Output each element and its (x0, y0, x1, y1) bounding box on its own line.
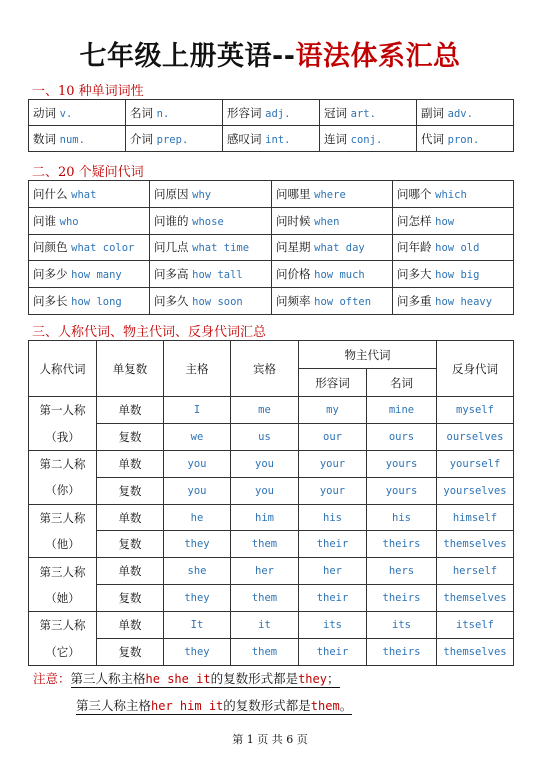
question-word-cell (150, 207, 272, 234)
question-word-cell (272, 261, 393, 288)
question-word-cell-en: what day (314, 242, 365, 255)
pronoun-adj: its (299, 612, 367, 639)
question-word-cell (393, 261, 514, 288)
pronoun-noun: yours (367, 477, 437, 504)
note-1-mid: 的复数形式都是 (210, 671, 299, 686)
header-object: 宾格 (231, 341, 299, 397)
question-word-cell-zh: 问多重 (397, 294, 432, 309)
question-word-cell (272, 181, 393, 208)
word-class-cell-zh: 感叹词 (227, 131, 262, 146)
pronoun-reflexive: myself (437, 397, 514, 424)
word-class-cell (223, 100, 320, 126)
question-word-cell-zh: 问多长 (33, 294, 68, 309)
question-word-cell-en: why (192, 188, 212, 201)
word-class-cell-en: conj. (350, 133, 383, 146)
question-word-cell (29, 261, 150, 288)
pronoun-row (29, 612, 514, 639)
word-class-cell-zh: 介词 (130, 131, 153, 146)
pronoun-object: them (231, 531, 299, 558)
question-word-cell-en: how much (314, 269, 365, 282)
person-sub: （它） (29, 639, 97, 666)
question-word-cell-zh: 问多高 (154, 267, 189, 282)
question-word-cell-zh: 问价格 (276, 267, 311, 282)
number-cell: 复数 (97, 531, 164, 558)
pronoun-subject: you (164, 477, 231, 504)
pronoun-noun: theirs (367, 639, 437, 666)
note-line-2 (76, 696, 352, 714)
person-sub: （我） (29, 423, 97, 450)
person-sub: （你） (29, 477, 97, 504)
question-word-row (29, 234, 514, 261)
pronoun-subject: I (164, 397, 231, 424)
section2-heading: 二、20 个疑问代词 (32, 165, 144, 180)
person-sub: （她） (29, 585, 97, 612)
number-cell: 单数 (97, 450, 164, 477)
pronoun-adj: our (299, 423, 367, 450)
question-word-cell-en: how often (314, 296, 372, 309)
word-class-cell (417, 126, 514, 152)
question-word-cell-zh: 问多久 (154, 294, 189, 309)
word-class-cell-zh: 连词 (324, 131, 347, 146)
pronoun-reflexive: themselves (437, 585, 514, 612)
question-word-cell-zh: 问什么 (33, 186, 68, 201)
header-possessive: 物主代词 (299, 341, 437, 369)
number-cell: 单数 (97, 558, 164, 585)
question-word-cell-en: whose (192, 215, 224, 228)
pronoun-row (29, 558, 514, 585)
question-word-cell (29, 234, 150, 261)
word-class-cell (417, 100, 514, 126)
word-class-cell-en: v. (59, 107, 73, 120)
question-word-cell (272, 234, 393, 261)
word-class-cell (126, 100, 223, 126)
word-class-cell (29, 126, 126, 152)
word-class-cell-zh: 形容词 (227, 105, 262, 120)
pronoun-row (29, 531, 514, 558)
word-class-cell-zh: 代词 (421, 131, 444, 146)
word-class-row (29, 126, 514, 152)
number-cell: 复数 (97, 639, 164, 666)
question-word-cell-en: what time (192, 242, 250, 255)
pronoun-subject: she (164, 558, 231, 585)
pronoun-object: them (231, 585, 299, 612)
pronoun-subject: It (164, 612, 231, 639)
pronoun-reflexive: yourself (437, 450, 514, 477)
pronoun-reflexive: himself (437, 504, 514, 531)
note-2-answer: them (310, 699, 340, 713)
pronoun-reflexive: herself (437, 558, 514, 585)
section3-heading: 三、人称代词、物主代词、反身代词汇总 (32, 325, 267, 340)
word-class-cell-en: adj. (265, 107, 291, 120)
pronoun-row (29, 450, 514, 477)
question-word-cell-zh: 问哪里 (276, 186, 311, 201)
pronoun-subject: they (164, 531, 231, 558)
word-class-cell (320, 100, 417, 126)
pronoun-noun: mine (367, 397, 437, 424)
note-2-text (76, 698, 352, 715)
header-number: 单复数 (97, 341, 164, 397)
question-word-cell-zh: 问多少 (33, 267, 68, 282)
pronoun-adj: their (299, 531, 367, 558)
question-word-cell-en: how soon (192, 296, 243, 309)
number-cell: 复数 (97, 585, 164, 612)
question-word-cell (150, 181, 272, 208)
question-word-cell-zh: 问星期 (276, 240, 311, 255)
question-word-row (29, 261, 514, 288)
number-cell: 单数 (97, 397, 164, 424)
pronoun-adj: your (299, 450, 367, 477)
pronoun-subject: we (164, 423, 231, 450)
word-class-row (29, 100, 514, 126)
pronoun-adj: his (299, 504, 367, 531)
pronoun-object: her (231, 558, 299, 585)
pronoun-noun: theirs (367, 585, 437, 612)
pronoun-subject: they (164, 585, 231, 612)
question-word-cell-zh: 问谁 (33, 213, 56, 228)
section1-heading: 一、10 种单词词性 (32, 84, 144, 99)
word-class-cell-zh: 数词 (33, 131, 56, 146)
question-word-cell-zh: 问频率 (276, 294, 311, 309)
pronoun-row (29, 423, 514, 450)
question-word-cell-en: where (314, 188, 346, 201)
word-class-cell (126, 126, 223, 152)
note-1-end: ； (326, 671, 340, 686)
question-word-cell-en: how heavy (435, 296, 493, 309)
person-name: 第一人称 (29, 397, 97, 424)
pronoun-object: you (231, 450, 299, 477)
pronoun-row (29, 397, 514, 424)
word-class-cell (223, 126, 320, 152)
word-class-table (28, 99, 514, 152)
number-cell: 复数 (97, 423, 164, 450)
question-word-cell-en: how big (435, 269, 480, 282)
word-class-cell-en: n. (156, 107, 170, 120)
question-word-cell-en: how (435, 215, 455, 228)
pronoun-row (29, 585, 514, 612)
question-word-cell-en: when (314, 215, 340, 228)
pronoun-adj: their (299, 639, 367, 666)
pronoun-table (28, 340, 514, 666)
question-word-cell (29, 288, 150, 315)
question-word-cell-zh: 问原因 (154, 186, 189, 201)
pronoun-subject: you (164, 450, 231, 477)
pronoun-reflexive: itself (437, 612, 514, 639)
word-class-cell (29, 100, 126, 126)
page-title (0, 34, 540, 73)
note-1-text (71, 671, 340, 688)
pronoun-noun: ours (367, 423, 437, 450)
question-word-cell (272, 207, 393, 234)
question-word-row (29, 288, 514, 315)
pronoun-adj: your (299, 477, 367, 504)
header-reflexive: 反身代词 (437, 341, 514, 397)
word-class-cell-en: prep. (156, 133, 189, 146)
question-word-cell-en: what color (71, 242, 135, 255)
number-cell: 复数 (97, 477, 164, 504)
note-2-end: 。 (339, 698, 353, 713)
word-class-cell-en: num. (59, 133, 85, 146)
pronoun-object: them (231, 639, 299, 666)
word-class-cell-zh: 动词 (33, 105, 56, 120)
pronoun-object: us (231, 423, 299, 450)
word-class-cell-zh: 副词 (421, 105, 444, 120)
question-word-cell-en: how old (435, 242, 480, 255)
question-word-cell (393, 234, 514, 261)
note-1-answer: they (298, 672, 327, 686)
word-class-cell-zh: 冠词 (324, 105, 347, 120)
person-name: 第三人称 (29, 504, 97, 531)
question-word-cell-zh: 问年龄 (397, 240, 432, 255)
pronoun-reflexive: yourselves (437, 477, 514, 504)
word-class-cell-en: adv. (447, 107, 473, 120)
pronoun-object: it (231, 612, 299, 639)
word-class-cell (320, 126, 417, 152)
question-word-cell-zh: 问怎样 (397, 213, 432, 228)
question-word-cell-en: how long (71, 296, 122, 309)
pronoun-noun: yours (367, 450, 437, 477)
pronoun-subject: he (164, 504, 231, 531)
question-word-cell-zh: 问时候 (276, 213, 311, 228)
question-word-cell-en: how tall (192, 269, 243, 282)
note-1-words: he she it (145, 672, 211, 686)
word-class-cell-zh: 名词 (130, 105, 153, 120)
pronoun-adj: my (299, 397, 367, 424)
question-word-cell (29, 207, 150, 234)
title-part-red: 语法体系汇总 (295, 41, 461, 72)
number-cell: 单数 (97, 504, 164, 531)
question-word-cell (272, 288, 393, 315)
pronoun-row (29, 504, 514, 531)
note-line-1 (33, 669, 340, 687)
pronoun-noun: its (367, 612, 437, 639)
person-name: 第三人称 (29, 558, 97, 585)
note-2-pre: 第三人称主格 (76, 698, 152, 713)
question-word-cell (393, 207, 514, 234)
note-1-pre: 第三人称主格 (70, 671, 146, 686)
question-word-row (29, 207, 514, 234)
question-word-cell-zh: 问几点 (154, 240, 189, 255)
question-word-cell (393, 181, 514, 208)
pronoun-row (29, 477, 514, 504)
question-word-cell-zh: 问谁的 (154, 213, 189, 228)
question-word-cell (150, 288, 272, 315)
pronoun-reflexive: themselves (437, 639, 514, 666)
pronoun-adj: her (299, 558, 367, 585)
question-word-cell (393, 288, 514, 315)
header-possessive-adj: 形容词 (299, 369, 367, 397)
pronoun-object: me (231, 397, 299, 424)
header-possessive-noun: 名词 (367, 369, 437, 397)
question-word-cell-zh: 问多大 (397, 267, 432, 282)
person-name: 第三人称 (29, 612, 97, 639)
question-word-row (29, 181, 514, 208)
word-class-cell-en: pron. (447, 133, 480, 146)
question-word-cell-zh: 问哪个 (397, 186, 432, 201)
word-class-cell-en: art. (350, 107, 376, 120)
note-2-words: her him it (151, 699, 224, 713)
header-subject: 主格 (164, 341, 231, 397)
header-person: 人称代词 (29, 341, 97, 397)
page-footer: 第 1 页 共 6 页 (232, 733, 308, 746)
pronoun-row (29, 639, 514, 666)
title-part-black: 七年级上册英语-- (79, 41, 296, 72)
pronoun-reflexive: themselves (437, 531, 514, 558)
question-word-cell (29, 181, 150, 208)
question-word-cell-en: who (59, 215, 79, 228)
pronoun-noun: hers (367, 558, 437, 585)
pronoun-noun: theirs (367, 531, 437, 558)
question-word-cell-en: how many (71, 269, 122, 282)
question-word-cell-zh: 问颜色 (33, 240, 68, 255)
pronoun-object: you (231, 477, 299, 504)
question-word-cell-en: what (71, 188, 97, 201)
question-word-cell-en: which (435, 188, 467, 201)
question-word-table (28, 180, 514, 315)
pronoun-reflexive: ourselves (437, 423, 514, 450)
pronoun-object: him (231, 504, 299, 531)
pronoun-noun: his (367, 504, 437, 531)
pronoun-adj: their (299, 585, 367, 612)
person-sub: （他） (29, 531, 97, 558)
note-2-mid: 的复数形式都是 (223, 698, 311, 713)
person-name: 第二人称 (29, 450, 97, 477)
pronoun-subject: they (164, 639, 231, 666)
number-cell: 单数 (97, 612, 164, 639)
note-label: 注意： (33, 671, 71, 686)
question-word-cell (150, 234, 272, 261)
question-word-cell (150, 261, 272, 288)
word-class-cell-en: int. (265, 133, 291, 146)
